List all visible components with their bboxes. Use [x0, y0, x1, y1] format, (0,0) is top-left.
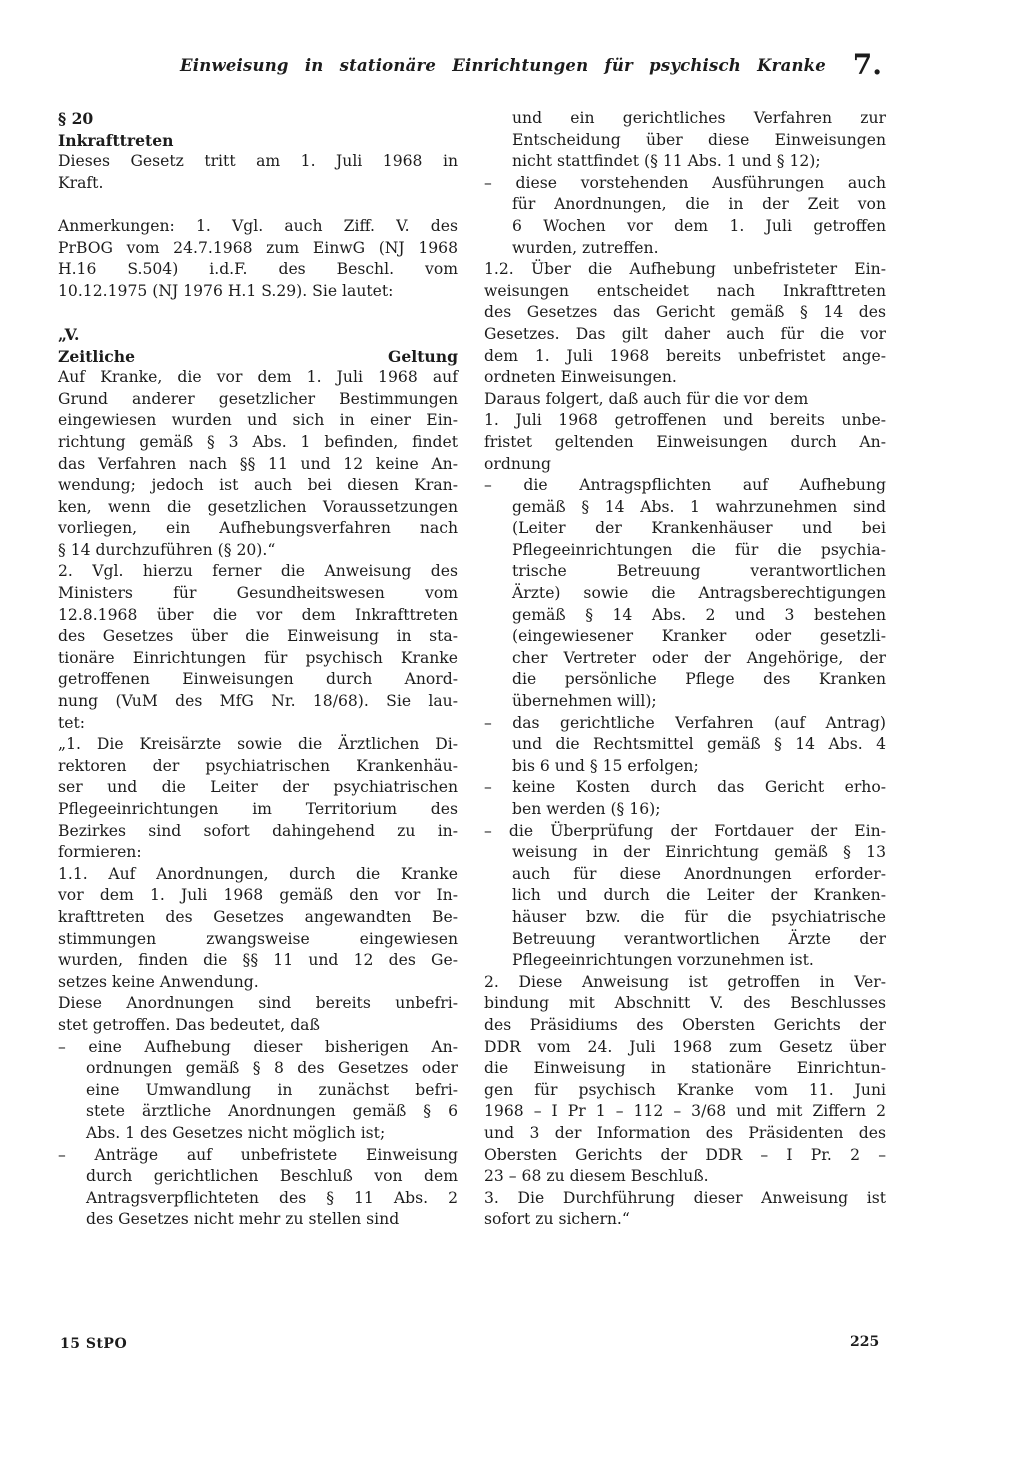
text-line	[58, 302, 458, 324]
text-line: Zeitliche Geltung	[58, 346, 458, 366]
text-line: 1968 – I Pr 1 – 112 – 3/68 und mit Ziffern 2	[484, 1102, 886, 1121]
text-line: ordnungen gemäß § 8 des Gesetzes oder	[86, 1059, 458, 1078]
text-line: – die Antragspflichten auf Aufhebung	[484, 476, 886, 495]
text-line: getroffenen Einweisungen durch Anord-	[58, 670, 458, 689]
text-line: wurden, finden die §§ 11 und 12 des Ge-	[58, 951, 458, 970]
text-line: Antragsverpflichteten des § 11 Abs. 2	[86, 1188, 458, 1207]
text-line: gen für psychisch Kranke vom 11. Juni	[484, 1080, 886, 1099]
section-number: § 20	[58, 109, 94, 128]
text-line: 2. Diese Anweisung ist getroffen in Ver-	[484, 972, 886, 991]
right-column-text	[484, 108, 886, 1231]
text-line: stimmungen zwangsweise eingewiesen	[58, 929, 458, 948]
text-line: dem 1. Juli 1968 bereits unbefristet ange-	[484, 346, 886, 365]
text-line: und ein gerichtliches Verfahren zur	[512, 109, 886, 127]
text-line: Gesetzes. Das gilt daher auch für die vor	[484, 324, 886, 343]
text-line: Diese Anordnungen sind bereits unbefri-	[58, 994, 458, 1013]
text-line: (Leiter der Krankenhäuser und bei	[512, 519, 886, 538]
text-line: Abs. 1 des Gesetzes nicht möglich ist;	[86, 1123, 386, 1142]
text-line: Anmerkungen: 1. Vgl. auch Ziff. V. des	[58, 216, 458, 235]
text-line: nicht stattfindet (§ 11 Abs. 1 und § 12);	[512, 152, 821, 171]
text-line: Bezirkes sind sofort dahingehend zu in-	[58, 821, 458, 840]
text-line: eingewiesen wurden und sich in einer Ein-	[58, 411, 458, 430]
text-line: Auf Kranke, die vor dem 1. Juli 1968 auf	[58, 368, 458, 387]
text-line: DDR vom 24. Juli 1968 zum Gesetz über	[484, 1037, 886, 1056]
text-line: und 3 der Information des Präsidenten des	[484, 1123, 886, 1142]
running-title: Einweisung in stationäre Einrichtungen für psychisch Kranke	[180, 56, 826, 75]
text-line: ordneten Einweisungen.	[484, 368, 677, 387]
text-line: übernehmen will);	[512, 692, 657, 711]
text-line: Ärzte) sowie die Antragsberechtigungen	[512, 584, 886, 603]
text-line: rektoren der psychiatrischen Krankenhäu-	[58, 756, 458, 775]
text-line: für Anordnungen, die in der Zeit von	[512, 195, 886, 214]
text-line	[58, 194, 458, 216]
text-line: Obersten Gerichts der DDR – I Pr. 2 –	[484, 1145, 886, 1164]
text-line: wurden, zutreffen.	[512, 238, 659, 257]
text-line: des Gesetzes das Gericht gemäß § 14 des	[484, 303, 886, 322]
text-line: tet:	[58, 713, 86, 732]
page-number: 225	[850, 1334, 880, 1350]
text-line: häuser bzw. die für die psychiatrische	[512, 907, 886, 926]
text-line: durch gerichtlichen Beschluß von dem	[86, 1167, 458, 1186]
chapter-number: 7.	[852, 48, 882, 81]
text-line: Pflegeeinrichtungen vorzunehmen ist.	[512, 951, 814, 970]
text-line: auch für diese Anordnungen erforder-	[512, 864, 886, 883]
text-line: formieren:	[58, 843, 142, 862]
text-line: bis 6 und § 15 erfolgen;	[512, 756, 699, 775]
text-line: 2. Vgl. hierzu ferner die Anweisung des	[58, 562, 458, 581]
printer-signature: 15 StPO	[60, 1336, 128, 1352]
text-line: nung (VuM des MfG Nr. 18/68). Sie lau-	[58, 692, 458, 711]
text-line: des Gesetzes nicht mehr zu stellen sind	[86, 1210, 400, 1229]
text-line: § 14 durchzuführen (§ 20).“	[58, 540, 276, 559]
text-line: ordnung	[484, 454, 551, 473]
text-line: 10.12.1975 (NJ 1976 H.1 S.29). Sie lautet:	[58, 281, 394, 300]
text-line: weisung in der Einrichtung gemäß § 13	[512, 843, 886, 862]
text-line: – das gerichtliche Verfahren (auf Antrag)	[484, 713, 886, 732]
text-line: „1. Die Kreisärzte sowie die Ärztlichen Di-	[58, 735, 458, 754]
text-line: – diese vorstehenden Ausführungen auch	[484, 173, 886, 192]
text-line: Ministers für Gesundheitswesen vom	[58, 584, 458, 603]
text-line: 12.8.1968 über die vor dem Inkrafttreten	[58, 605, 458, 624]
text-line: die persönliche Pflege des Kranken	[512, 670, 886, 689]
text-line: 3. Die Durchführung dieser Anweisung ist	[484, 1188, 886, 1207]
text-line: des Gesetzes über die Einweisung in sta-	[58, 627, 458, 646]
text-line: 1. Juli 1968 getroffenen und bereits unbe-	[484, 411, 886, 430]
text-line: 1.2. Über die Aufhebung unbefristeter Ein-	[484, 260, 886, 279]
text-line: fristet geltenden Einweisungen durch An-	[484, 432, 886, 451]
text-line: 1.1. Auf Anordnungen, durch die Kranke	[58, 864, 458, 883]
text-line: ben werden (§ 16);	[512, 800, 661, 818]
text-line: Betreuung verantwortlichen Ärzte der	[512, 929, 886, 948]
text-line: „V.	[58, 324, 80, 344]
text-line: trische Betreuung verantwortlichen	[512, 562, 886, 581]
text-line: Daraus folgert, daß auch für die vor dem	[484, 389, 809, 408]
page-header	[60, 50, 892, 90]
text-line: eine Umwandlung in zunächst befri-	[86, 1080, 458, 1099]
text-line: H.16 S.504) i.d.F. des Beschl. vom	[58, 260, 458, 279]
text-line: stet getroffen. Das bedeutet, daß	[58, 1015, 320, 1034]
text-line: – keine Kosten durch das Gericht erho-	[484, 778, 886, 797]
text-line: – Anträge auf unbefristete Einweisung	[58, 1145, 458, 1164]
right-column	[484, 108, 886, 1231]
left-column-text	[58, 151, 458, 1231]
text-line: ken, wenn die gesetzlichen Voraussetzungen	[58, 497, 458, 516]
text-line: Pflegeeinrichtungen die für die psychia-	[512, 540, 886, 559]
text-line: Grund anderer gesetzlicher Bestimmungen	[58, 389, 458, 408]
text-line: krafttreten des Gesetzes angewandten Be-	[58, 907, 458, 926]
text-line: 23 – 68 zu diesem Beschluß.	[484, 1167, 709, 1186]
text-line: bindung mit Abschnitt V. des Beschlusses	[484, 994, 886, 1013]
text-line: 6 Wochen vor dem 1. Juli getroffen	[512, 216, 886, 235]
text-line: vor dem 1. Juli 1968 gemäß den vor In-	[58, 886, 458, 905]
text-line: des Präsidiums des Obersten Gerichts der	[484, 1015, 886, 1034]
text-line: PrBOG vom 24.7.1968 zum EinwG (NJ 1968	[58, 238, 458, 257]
text-line: – die Überprüfung der Fortdauer der Ein-	[484, 821, 886, 840]
text-line: die Einweisung in stationäre Einrichtun-	[484, 1059, 886, 1078]
section-title: Inkrafttreten	[58, 130, 174, 150]
text-line: stete ärztliche Anordnungen gemäß § 6	[86, 1102, 458, 1121]
text-line: das Verfahren nach §§ 11 und 12 keine An-	[58, 454, 458, 473]
text-line: Dieses Gesetz tritt am 1. Juli 1968 in	[58, 152, 458, 171]
text-line: und die Rechtsmittel gemäß § 14 Abs. 4	[512, 735, 886, 754]
text-line: Kraft.	[58, 173, 104, 192]
text-line: lich und durch die Leiter der Kranken-	[512, 886, 886, 905]
text-line: richtung gemäß § 3 Abs. 1 befinden, findet	[58, 432, 458, 451]
text-line: wendung; jedoch ist auch bei diesen Kran-	[58, 476, 458, 495]
text-line: tionäre Einrichtungen für psychisch Kranke	[58, 648, 458, 667]
left-column	[58, 108, 458, 1231]
text-line: gemäß § 14 Abs. 2 und 3 bestehen	[512, 605, 886, 624]
text-line: sofort zu sichern.“	[484, 1210, 630, 1229]
text-line: weisungen entscheidet nach Inkrafttreten	[484, 281, 886, 300]
text-line: setzes keine Anwendung.	[58, 972, 259, 991]
text-line: cher Vertreter oder der Angehörige, der	[512, 648, 886, 667]
text-line: – eine Aufhebung dieser bisherigen An-	[58, 1037, 458, 1056]
text-line: Pflegeeinrichtungen im Territorium des	[58, 800, 458, 818]
text-line: Entscheidung über diese Einweisungen	[512, 130, 886, 149]
text-line: vorliegen, ein Aufhebungsverfahren nach	[58, 519, 458, 538]
text-line: ser und die Leiter der psychiatrischen	[58, 778, 458, 797]
text-line: gemäß § 14 Abs. 1 wahrzunehmen sind	[512, 497, 886, 516]
text-line: (eingewiesener Kranker oder gesetzli-	[512, 627, 886, 646]
